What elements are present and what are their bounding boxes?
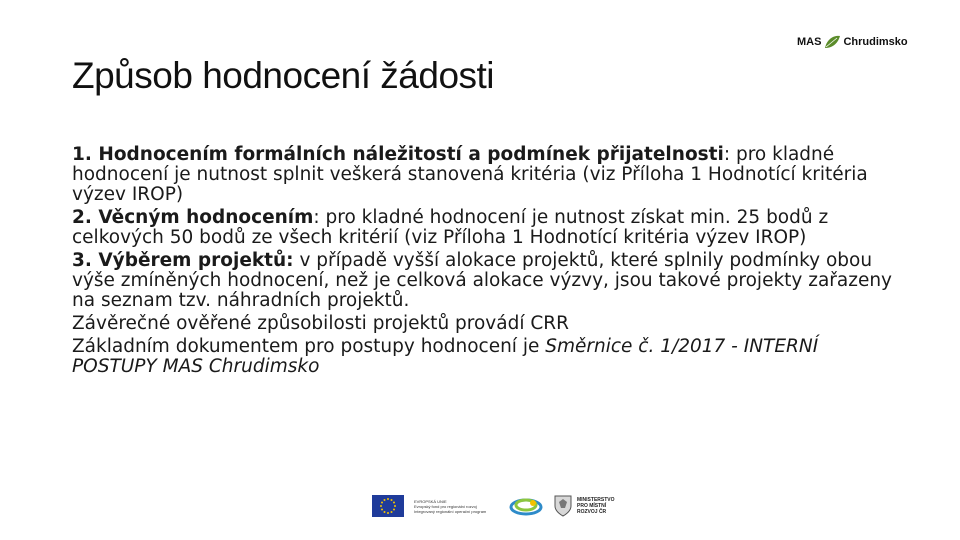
item-heading: 3. Výběrem projektů:	[72, 250, 294, 271]
ministry-caption-line: MINISTERSTVO	[577, 497, 615, 503]
list-item	[72, 251, 892, 311]
eu-caption-line: Evropský fond pro regionální rozvoj	[414, 503, 477, 509]
mas-chrudimsko-logo	[797, 34, 908, 50]
page-title: Způsob hodnocení žádosti	[72, 55, 495, 96]
ministry-caption-line: PRO MÍSTNÍ	[577, 503, 607, 509]
eu-caption-line: Integrovaný regionální operační program	[414, 508, 487, 514]
ministry-logo	[553, 494, 615, 518]
logo-text-mas: MAS	[797, 36, 822, 48]
ministry-caption-line: ROZVOJ ČR	[577, 509, 607, 515]
logo-text-chrudimsko: Chrudimsko	[843, 36, 908, 48]
basis-document: Směrnice č. 1/2017 - INTERNÍ POSTUPY MAS Chrudimsko	[72, 336, 819, 377]
list-item	[72, 145, 892, 205]
basis-text	[72, 337, 892, 377]
item-heading: 2. Věcným hodnocením	[72, 207, 314, 228]
leaf-icon	[823, 34, 841, 50]
footer-logos	[372, 494, 615, 518]
slide-body	[72, 145, 892, 377]
item-heading: 1. Hodnocením formálních náležitostí a podmínek přijatelnosti	[72, 144, 724, 165]
item-text: : pro kladné hodnocení je nutnost splnit veškerá stanovená kritéria (viz Příloha 1 Hodnotící kritéria výzev IROP)	[72, 144, 868, 205]
eu-caption-line: EVROPSKÁ UNIE	[414, 498, 447, 504]
irop-logo-icon	[509, 495, 543, 517]
list-item	[72, 208, 892, 248]
eu-caption	[414, 499, 499, 514]
item-text: : pro kladné hodnocení je nutnost získat min. 25 bodů z celkových 50 bodů ze všech kritérií (viz Příloha 1 Hodnotící kritéria výzev IROP)	[72, 207, 829, 248]
coat-of-arms-icon	[553, 494, 573, 518]
item-text: v případě vyšší alokace projektů, které splnily podmínky obou výše zmíněných hodnocení, než je celková alokace výzvy, jsou takové projekty zařazeny na seznam tzv. náhradních projektů.	[72, 250, 892, 311]
basis-lead: Základním dokumentem pro postupy hodnocení je	[72, 336, 546, 357]
final-check-text: Závěrečné ověřené způsobilosti projektů provádí CRR	[72, 313, 569, 334]
eu-flag-icon	[372, 495, 404, 517]
ministry-caption	[577, 497, 615, 515]
